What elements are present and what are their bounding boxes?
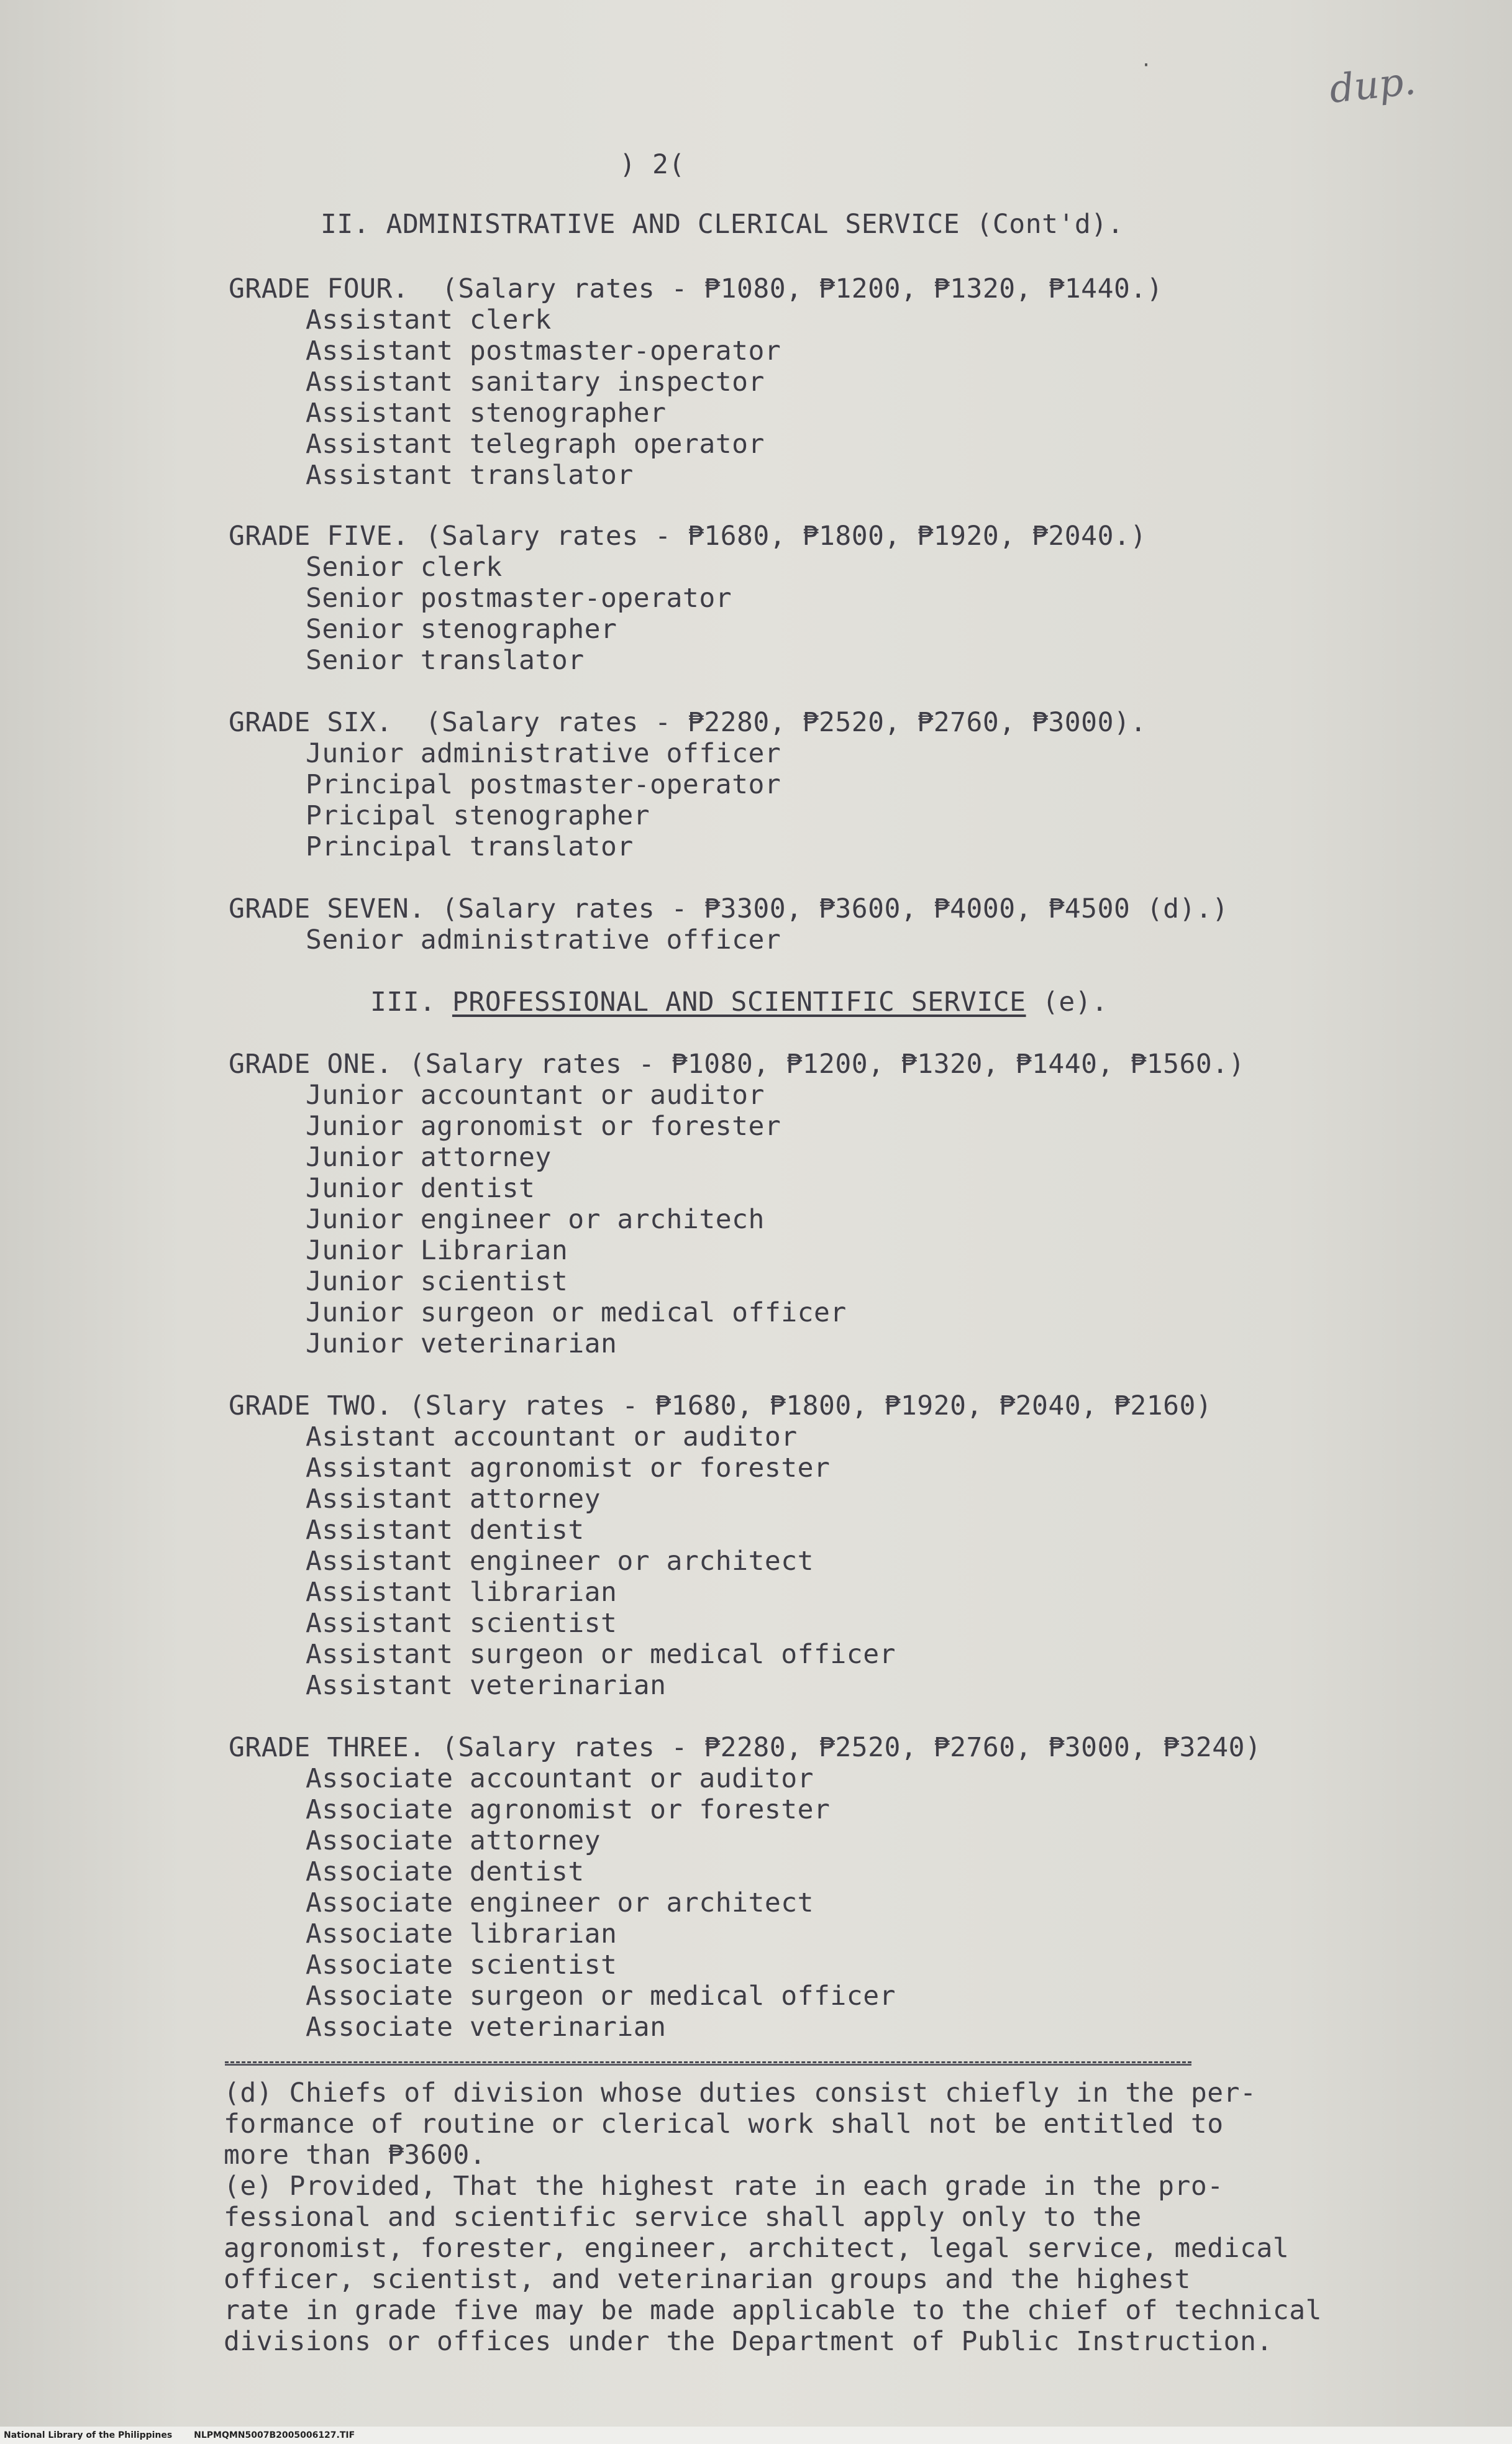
list-item: Junior surgeon or medical officer <box>306 1297 847 1328</box>
list-item: Associate scientist <box>306 1949 617 1981</box>
list-item: Associate engineer or architect <box>306 1887 814 1918</box>
section-heading-administrative: II. ADMINISTRATIVE AND CLERICAL SERVICE (Cont'd). <box>321 209 1124 240</box>
footnote-line: fessional and scientific service shall apply only to the <box>224 2202 1142 2233</box>
list-item: Assistant veterinarian <box>306 1670 667 1701</box>
list-item: Assistant clerk <box>306 304 552 335</box>
list-item: Associate veterinarian <box>306 2012 667 2043</box>
footnote-line: (e) Provided, That the highest rate in each grade in the pro- <box>224 2171 1224 2202</box>
list-item: Assistant dentist <box>306 1515 585 1546</box>
page-number: ) 2( <box>619 149 685 180</box>
list-item: Assistant librarian <box>306 1577 617 1608</box>
list-item: Senior clerk <box>306 552 503 583</box>
list-item: Assistant engineer or architect <box>306 1546 814 1577</box>
list-item: Pricipal stenographer <box>306 800 650 831</box>
footnote-divider <box>225 2061 1191 2066</box>
footnote-line: agronomist, forester, engineer, architect, legal service, medical <box>224 2233 1290 2264</box>
list-item: Senior administrative officer <box>306 924 781 955</box>
list-item: Associate attorney <box>306 1825 601 1856</box>
section-heading-professional <box>370 987 1108 1018</box>
prof-grade-three-title: GRADE THREE. (Salary rates - ₱2280, ₱2520, ₱2760, ₱3000, ₱3240) <box>229 1732 1262 1763</box>
grade-six-title: GRADE SIX. (Salary rates - ₱2280, ₱2520, ₱2760, ₱3000). <box>229 707 1147 738</box>
list-item: Senior translator <box>306 645 585 676</box>
list-item: Senior postmaster-operator <box>306 583 732 614</box>
list-item: Junior scientist <box>306 1266 568 1297</box>
list-item: Associate surgeon or medical officer <box>306 1981 896 2012</box>
list-item: Assistant agronomist or forester <box>306 1452 831 1484</box>
footnote-line: more than ₱3600. <box>224 2140 486 2171</box>
prof-grade-two-title: GRADE TWO. (Slary rates - ₱1680, ₱1800, ₱1920, ₱2040, ₱2160) <box>229 1390 1213 1421</box>
list-item: Associate dentist <box>306 1856 585 1887</box>
scan-footer <box>0 2427 1512 2444</box>
list-item: Junior administrative officer <box>306 738 781 769</box>
grade-four-title: GRADE FOUR. (Salary rates - ₱1080, ₱1200, ₱1320, ₱1440.) <box>229 273 1164 304</box>
file-id: NLPMQMN5007B2005006127.TIF <box>194 2430 355 2440</box>
list-item: Associate accountant or auditor <box>306 1763 814 1794</box>
section-note-ref: (e). <box>1026 987 1108 1018</box>
list-item: Principal postmaster-operator <box>306 769 781 800</box>
list-item: Assistant surgeon or medical officer <box>306 1639 896 1670</box>
list-item: Assistant sanitary inspector <box>306 367 765 398</box>
section-title-underlined: PROFESSIONAL AND SCIENTIFIC SERVICE <box>452 987 1026 1018</box>
footnote-line: divisions or offices under the Department of Public Instruction. <box>224 2326 1273 2357</box>
list-item: Assistant postmaster-operator <box>306 335 781 367</box>
footnote-line: formance of routine or clerical work shall not be entitled to <box>224 2109 1224 2140</box>
list-item: Junior attorney <box>306 1142 552 1173</box>
list-item: Asistant accountant or auditor <box>306 1421 798 1452</box>
list-item: Junior engineer or architech <box>306 1204 765 1235</box>
handwritten-note: dup. <box>1327 57 1418 112</box>
grade-seven-title: GRADE SEVEN. (Salary rates - ₱3300, ₱3600, ₱4000, ₱4500 (d).) <box>229 893 1229 924</box>
list-item: Junior Librarian <box>306 1235 568 1266</box>
list-item: Assistant translator <box>306 460 634 491</box>
list-item: Junior dentist <box>306 1173 535 1204</box>
list-item: Assistant telegraph operator <box>306 429 765 460</box>
list-item: Assistant scientist <box>306 1608 617 1639</box>
library-name: National Library of the Philippines <box>4 2430 173 2440</box>
list-item: Junior veterinarian <box>306 1328 617 1359</box>
list-item: Assistant attorney <box>306 1484 601 1515</box>
list-item: Junior agronomist or forester <box>306 1111 781 1142</box>
list-item: Associate librarian <box>306 1918 617 1949</box>
footnote-line: officer, scientist, and veterinarian groups and the highest <box>224 2264 1191 2295</box>
list-item: Principal translator <box>306 831 634 862</box>
footnote-line: rate in grade five may be made applicable to the chief of technical <box>224 2295 1323 2326</box>
grade-five-title: GRADE FIVE. (Salary rates - ₱1680, ₱1800, ₱1920, ₱2040.) <box>229 521 1147 552</box>
footnote-line: (d) Chiefs of division whose duties consist chiefly in the per- <box>224 2077 1257 2109</box>
list-item: Senior stenographer <box>306 614 617 645</box>
list-item: Assistant stenographer <box>306 398 667 429</box>
list-item: Junior accountant or auditor <box>306 1080 765 1111</box>
stray-mark: · <box>1141 55 1152 76</box>
section-number: III. <box>370 987 452 1018</box>
list-item: Associate agronomist or forester <box>306 1794 831 1825</box>
prof-grade-one-title: GRADE ONE. (Salary rates - ₱1080, ₱1200, ₱1320, ₱1440, ₱1560.) <box>229 1049 1246 1080</box>
